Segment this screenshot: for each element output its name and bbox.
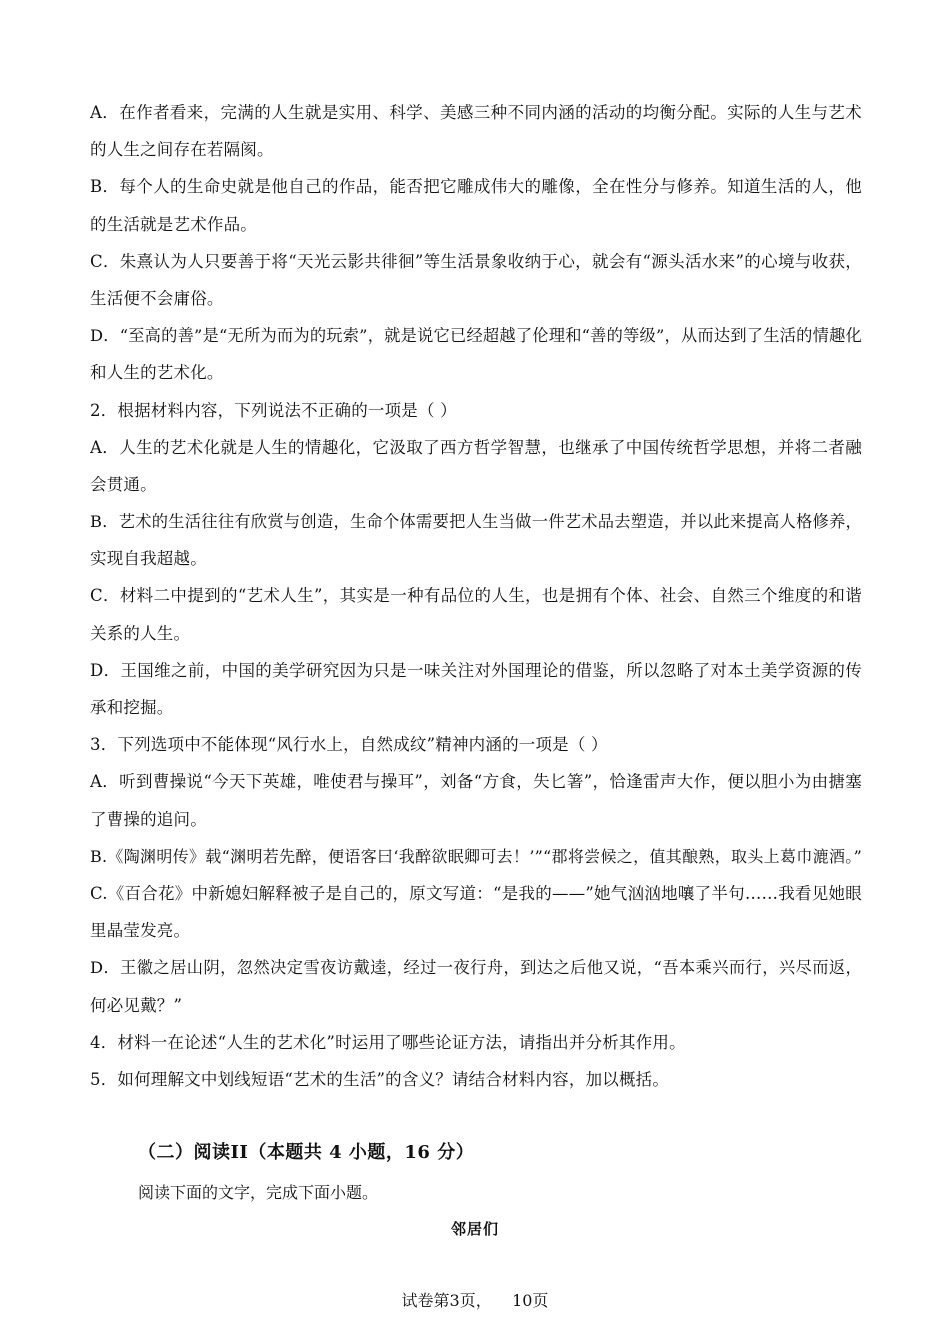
text-line: D．王国维之前，中国的美学研究因为只是一味关注对外国理论的借鉴，所以忽略了对本土美学资源的传 — [90, 660, 862, 680]
text-line: 的人生之间存在若隔阂。 — [90, 140, 274, 160]
text-line: C．材料二中提到的“艺术人生”，其实是一种有品位的人生，也是拥有个体、社会、自然三个维度的和谐 — [90, 586, 862, 606]
text-line: 生活便不会庸俗。 — [90, 288, 224, 308]
text-line: 和人生的艺术化。 — [90, 363, 224, 383]
text-line: 何必见戴？” — [90, 995, 183, 1015]
text-line: D．“至高的善”是“无所为而为的玩索”，就是说它已经超越了伦理和“善的等级”，从而达到了生活的情趣化 — [90, 326, 862, 346]
question-content — [90, 94, 862, 1098]
section-instruction: 阅读下面的文字，完成下面小题。 — [138, 1183, 379, 1202]
text-line: B．每个人的生命史就是他自己的作品，能否把它雕成伟大的雕像，全在性分与修养。知道生活的人，他 — [90, 177, 862, 197]
text-line: B.《陶渊明传》载“渊明若先醉，便语客曰‘我醉欲眠卿可去！’”“郡将尝候之，值其酿熟，取头上葛巾漉酒。” — [90, 846, 862, 866]
text-line: 5．如何理解文中划线短语“艺术的生活”的含义？请结合材料内容，加以概括。 — [90, 1069, 670, 1089]
story-title: 邻居们 — [450, 1220, 499, 1238]
section-heading: （二）阅读II（本题共 4 小题，16 分） — [138, 1142, 475, 1163]
text-line: C．朱熹认为人只要善于将“天光云影共徘徊”等生活景象收纳于心，就会有“源头活水来”的心境与收获， — [90, 251, 862, 271]
text-line: 了曹操的追问。 — [90, 809, 207, 829]
text-line: 2．根据材料内容，下列说法不正确的一项是（ ） — [90, 400, 457, 420]
page-footer: 试卷第3页， 10页 — [401, 1291, 549, 1310]
text-line: B．艺术的生活往往有欣赏与创造，生命个体需要把人生当做一件艺术品去塑造，并以此来提高人格修养， — [90, 512, 862, 532]
text-line: 承和挖掘。 — [90, 698, 174, 717]
text-line: A．在作者看来，完满的人生就是实用、科学、美感三种不同内涵的活动的均衡分配。实际的人生与艺术 — [90, 103, 862, 122]
text-line: A．人生的艺术化就是人生的情趣化，它汲取了西方哲学智慧，也继承了中国传统哲学思想，并将二者融 — [90, 437, 862, 457]
text-line: C.《百合花》中新媳妇解释被子是自己的，原文写道：“是我的——”她气汹汹地嚷了半句……我看见她眼 — [90, 883, 862, 903]
text-line: 关系的人生。 — [90, 623, 191, 643]
text-line: A．听到曹操说“今天下英雄，唯使君与操耳”，刘备“方食，失匕箸”，恰逢雷声大作，便以胆小为由搪塞 — [90, 772, 862, 792]
text-line: 3．下列选项中不能体现“风行水上，自然成纹”精神内涵的一项是（ ） — [90, 735, 608, 755]
text-line: 的生活就是艺术作品。 — [90, 214, 257, 234]
text-line: 实现自我超越。 — [90, 549, 207, 569]
text-line: 4．材料一在论述“人生的艺术化”时运用了哪些论证方法，请指出并分析其作用。 — [90, 1032, 686, 1052]
text-line: 里晶莹发亮。 — [90, 921, 191, 941]
text-line: D．王徽之居山阴，忽然决定雪夜访戴逵，经过一夜行舟，到达之后他又说，“吾本乘兴而行，兴尽而返， — [90, 958, 862, 978]
text-line: 会贯通。 — [90, 474, 157, 494]
